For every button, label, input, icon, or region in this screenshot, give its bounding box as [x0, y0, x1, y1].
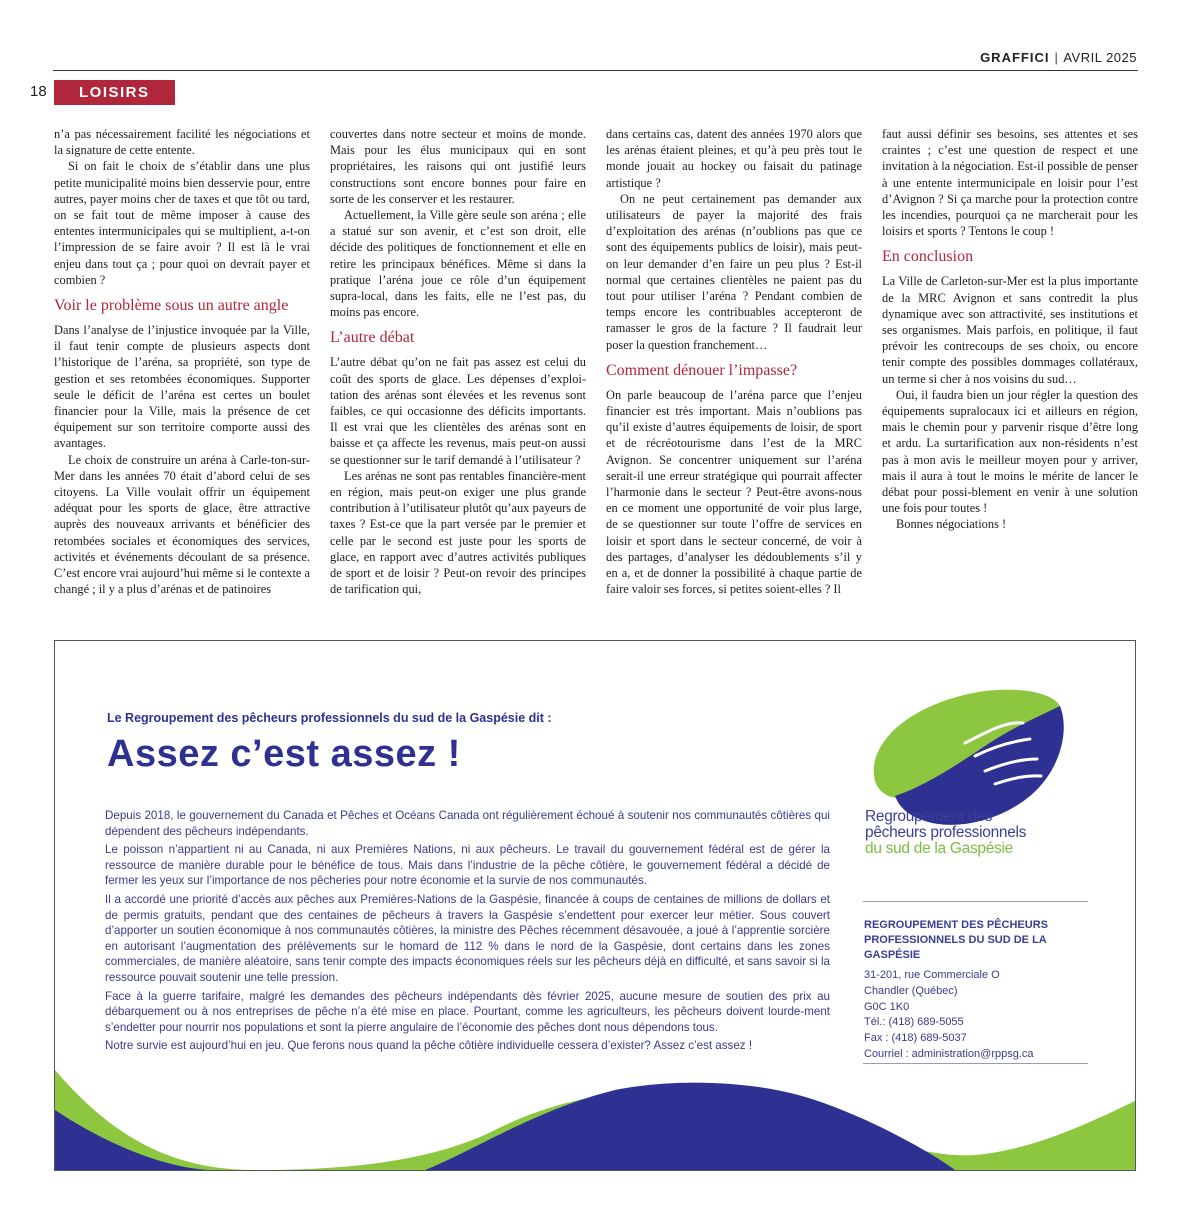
article-body	[54, 126, 1138, 616]
article-paragraph: On parle beaucoup de l’aréna parce que l’enjeu financier est très important. Mais n’oublions pas qu’il existe d’autres équipements de loisir, de sport et de récréotourisme dans l’est de la MRC Avignon. Se concentrer uniquement sur l’aréna serait-il une erreur stratégique qui pourrait affecter l’harmonie dans le secteur ? Peut-être avons-nous en ce moment une opportunité de voir plus large, de se questionner sur toute l’offre de services en loisir et sport dans le secteur concerné, de voir à des partages, d’analyser les dédoublements s’il y en a, et de donner la possibilité à chaque partie de faire valoir ses forces, si petites soient-elles ? Il	[606, 387, 862, 597]
contact-org-line-2: PROFESSIONNELS DU SUD DE LA GASPÉSIE	[864, 934, 1047, 961]
article-column-3	[606, 126, 862, 616]
article-paragraph: Actuellement, la Ville gère seule son aréna ; elle a statué sur son avenir, et c’est son droit, elle décide des politiques de fonctionnement et elle en retire les principaux bénéfices. Même si dans la pratique l’aréna joue ce rôle d’un équipement supra-local, dans les faits, elle ne l’est pas, du moins pas encore.	[330, 208, 586, 320]
masthead-separator: |	[1054, 50, 1059, 65]
section-heading: En conclusion	[882, 248, 974, 266]
contact-org-name	[864, 918, 1094, 963]
contact-phone: Tél.: (418) 689-5055	[864, 1016, 964, 1029]
article-column-2	[330, 126, 586, 616]
article-paragraph: La Ville de Carleton-sur-Mer est la plus importante de la MRC Avignon et sans contredit la plus dynamique avec son attractivité, ses institutions et ses organismes. Mais parfois, en politique, il faut prévoir les contrecoups de ses choix, ou encore tenir compte des possibles dommages collatéraux, un terme si cher à nos voisins du sud…	[882, 274, 1138, 386]
logo-line-1: Regroupement des	[865, 808, 993, 825]
article-paragraph: Si on fait le choix de s’établir dans une plus petite municipalité moins bien desservie pour, entre autres, payer moins cher de taxes et que tôt ou tard, on se fait tout de même imposer à cause des ententes intermunicipales qui se multiplient, a-t-on l’impression de se faire avoir ? Il est là le vrai enjeu dans tout ça ; pour quoi on devrait payer et combien ?	[54, 159, 310, 287]
wave-decoration-icon	[55, 1040, 1136, 1170]
issue-date: AVRIL 2025	[1063, 50, 1137, 65]
contact-address: 31-201, rue Commerciale O	[864, 969, 1000, 981]
logo-line-3: du sud de la Gaspésie	[865, 840, 1013, 857]
advertisement	[54, 640, 1136, 1171]
contact-divider-top	[863, 901, 1088, 902]
section-heading: L’autre débat	[330, 329, 415, 347]
article-paragraph: On ne peut certainement pas demander aux utilisateurs de payer la majorité des frais d’exploitation des arénas (n’oublions pas que ce sont des équipements publics de loisir), mais peut-on leur demander d’en faire un peu plus ? Est-il normal que certaines clientèles ne paient pas du tout pour utiliser l’aréna ? Pendant combien de temps encore les contribuables accepteront de ramasser le gros de la facture ? Il faudrait leur poser la question franchement…	[606, 191, 862, 352]
page-number: 18	[30, 83, 47, 100]
article-paragraph: dans certains cas, datent des années 1970 alors que les arénas étaient pleines, et qu’à peu près tout le monde jouait au hockey ou faisait du patinage artistique ?	[606, 127, 862, 190]
article-paragraph: n’a pas nécessairement facilité les négociations et la signature de cette entente.	[54, 127, 310, 158]
ad-paragraph: Le poisson n’appartient ni au Canada, ni aux Premières Nations, ni aux pêcheurs. Le travail du gouvernement fédéral est de gérer la ressource de manière durable pour le bénéfice de tous. Mais dans l’industrie de la pêche côtière, le gouvernement fédéral a décidé de fermer les yeux sur l’importance de nos pêcheries pour notre économie et la survie de nos communautés.	[105, 843, 830, 888]
masthead-rule	[53, 70, 1138, 71]
contact-fax: Fax : (418) 689-5037	[864, 1032, 967, 1045]
logo-wordmark	[865, 809, 1026, 857]
article-paragraph: couvertes dans notre secteur et moins de monde. Mais pour les élus municipaux qui en sont propriétaires, les raisons qui ont justifié leurs constructions sont encore bonnes pour faire en sorte de les conserver et les restaurer.	[330, 127, 586, 206]
section-heading: Comment dénouer l’impasse?	[606, 361, 798, 379]
section-tag: LOISIRS	[54, 80, 175, 105]
ad-title: Assez c’est assez !	[107, 733, 461, 775]
article-column-4	[882, 126, 1138, 616]
publication-name: GRAFFICI	[980, 50, 1050, 65]
contact-city: Chandler (Québec)	[864, 984, 958, 997]
section-heading: Voir le problème sous un autre angle	[54, 297, 289, 315]
masthead	[980, 50, 1137, 65]
ad-paragraph: Depuis 2018, le gouvernement du Canada et Pêches et Océans Canada ont régulièrement échoué à soutenir nos communautés côtières qui dépendent des pêcheurs indépendants.	[105, 809, 830, 838]
article-paragraph: Bonnes négociations !	[896, 517, 1007, 532]
ad-paragraph: Il a accordé une priorité d’accès aux pêches aux Premières-Nations de la Gaspésie, financée à coups de centaines de millions de dollars et de permis gratuits, pendant que des centaines de pêcheurs à travers la Gaspésie s’endettent pour exercer leur métier. Sous couvert d’apporter un soutien économique à nos communautés côtières, la ministre des Pêches récemment désavouée, a joué à l’apprentie sorcière en autorisant l’augmentation des prélèvements sur le homard de 112 % dans le nord de la Gaspésie, dont certains dans les zones commerciales, de manière aléatoire, sans tenir compte des impacts économiques réels sur les pêcheurs déjà en difficulté, et sans savoir si la ressource pouvait soutenir une telle pression.	[105, 892, 830, 984]
contact-org-line-1: REGROUPEMENT DES PÊCHEURS	[864, 919, 1048, 931]
logo-line-2: pêcheurs professionnels	[865, 824, 1027, 841]
article-column-1	[54, 126, 310, 616]
contact-postal-code: G0C 1K0	[864, 1000, 910, 1013]
ad-kicker: Le Regroupement des pêcheurs professionnels du sud de la Gaspésie dit :	[107, 711, 552, 725]
article-paragraph: Dans l’analyse de l’injustice invoquée par la Ville, il faut tenir compte de plusieurs aspects dont l’historique de l’aréna, sa propriété, son type de gestion et ses retombées économiques. Supporter seule le déficit de l’aréna est certes un boulet financier pour la Ville, mais la présence de cet équipement sur son territoire comporte aussi des avantages.	[54, 323, 310, 451]
article-paragraph: Oui, il faudra bien un jour régler la question des équipements supralocaux ici et ailleurs en région, mais le chemin pour y parvenir risque d’être long et ardu. La surtarification aux non-résidents n’est pas à mon avis le meilleur moyen pour y arriver, mais il aura à tout le moins le mérite de lancer le débat pour possi-blement en venir à une solution une fois pour toutes !	[882, 387, 1138, 516]
ad-paragraph: Notre survie est aujourd’hui en jeu. Que ferons nous quand la pêche côtière individuelle cessera d’exister? Assez c’est assez !	[105, 1039, 753, 1053]
article-paragraph: Les arénas ne sont pas rentables financière-ment en région, mais peut-on exiger une plus grande contribution à l’utilisateur plutôt qu’aux payeurs de taxes ? Est-ce que la part versée par le premier et celle par le second est juste pour les sports de glace, en rapport avec d’autres activités publiques de sport et de loisir ? Peut-on revoir des principes de tarification qui,	[330, 468, 586, 597]
ad-body	[105, 808, 830, 1057]
ad-paragraph: Face à la guerre tarifaire, malgré les demandes des pêcheurs indépendants dès février 2025, aucune mesure de soutien des prix au débarquement ou à nos entreprises de pêche n’a été mise en place. Pourtant, comme les agriculteurs, les pêcheurs doivent lourde-ment s’endetter pour nourrir nos populations et sont la pierre angulaire de l’économie des pêches dont nous dépendons tous.	[105, 989, 830, 1034]
article-paragraph: faut aussi définir ses besoins, ses attentes et ses craintes ; c’est une question de respect et une invitation à la négociation. Est-il possible de penser à une entente intermunicipale en loisir pour l’est d’Avignon ? Si ça marche pour la protection contre les incendies, pourquoi ça ne marcherait pour les loisirs et sports ? Tentons le coup !	[882, 127, 1139, 239]
contact-email: Courriel : administration@rppsg.ca	[864, 1047, 1034, 1060]
article-paragraph: Le choix de construire un aréna à Carle-ton-sur-Mer dans les années 70 était d’abord celui de ses citoyens. La Ville voulait offrir un équipement adéquat pour les sports de glace, être attractive auprès des nouveaux arrivants et bénéficier des retombées sociales et économiques des services, activités et événements découlant de sa présence. C’est encore vrai aujourd’hui même si le contexte a changé ; il y a plus d’arénas et de patinoires	[54, 452, 310, 597]
article-paragraph: L’autre débat qu’on ne fait pas assez est celui du coût des sports de glace. Les dépenses d’exploi-tation des arénas sont élevées et les revenus sont faibles, ce qui occasionne des déficits importants. Il est vrai que les clientèles des arénas sont en baisse et ça affecte les revenus, mais peut-on aussi se questionner sur le tarif demandé à l’utilisateur ?	[330, 355, 586, 467]
